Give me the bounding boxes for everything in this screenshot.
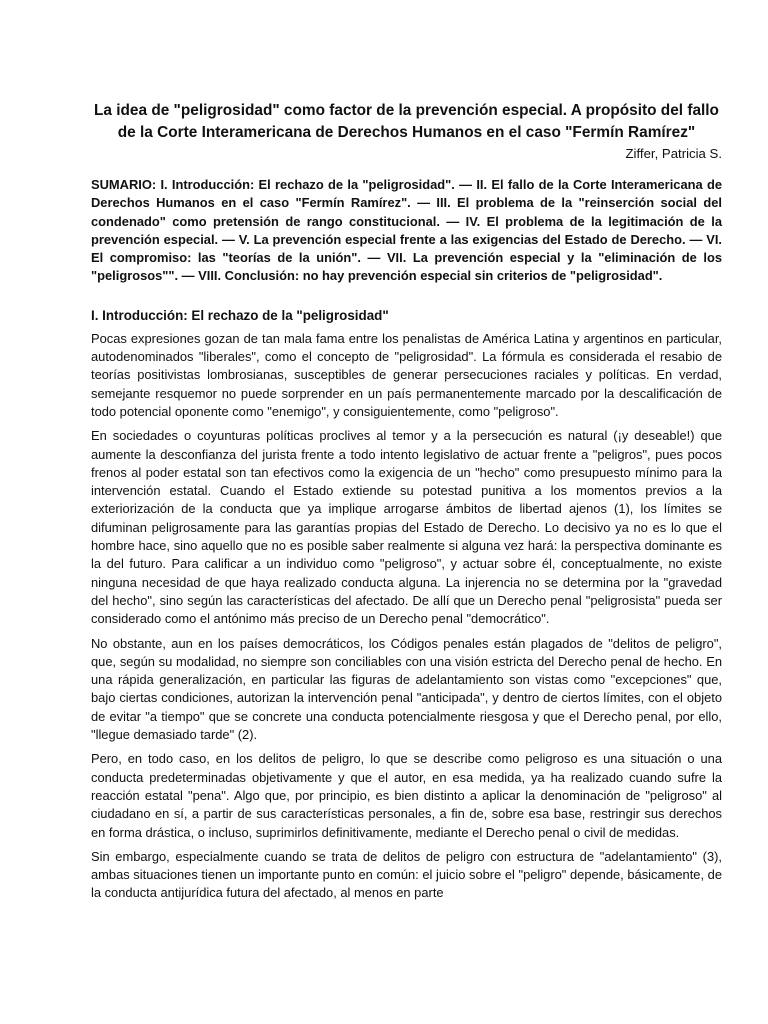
- body-paragraph-5: Sin embargo, especialmente cuando se trata de delitos de peligro con estructura de "adelantamiento" (3), ambas situaciones tienen un importante punto en común: el juicio sobre el "peligro" depende, básicamente, de la conducta antijurídica futura del afectado, al menos en parte: [91, 848, 722, 901]
- summary-paragraph: SUMARIO: I. Introducción: El rechazo de la "peligrosidad". — II. El fallo de la Corte Interamericana de Derechos Humanos en el caso "Fermín Ramírez". — III. El problema de la "reinserción social del condenado" como pretensión de rango constitucional. — IV. El problema de la legitimación de la prevención especial. — V. La prevención especial frente a las exigencias del Estado de Derecho. — VI. El compromiso: las "teorías de la unión". — VII. La prevención especial y la "eliminación de los "peligrosos"". — VIII. Conclusión: no hay prevención especial sin criterios de "peligrosidad".: [91, 177, 722, 284]
- document-author: Ziffer, Patricia S.: [625, 146, 722, 161]
- document-title: La idea de "peligrosidad" como factor de la prevención especial. A propósito del fallo de la Corte Interamericana de Derechos Humanos en el caso "Fermín Ramírez": [94, 102, 719, 141]
- body-paragraph-2: En sociedades o coyunturas políticas proclives al temor y a la persecución es natural (¡y deseable!) que aumente la desconfianza del jurista frente a todo intento legislativo de actuar frente a "peligros", pues pocos frenos al poder estatal son tan efectivos como la exigencia de un "hecho" como presupuesto mínimo para la intervención estatal. Cuando el Estado extiende su potestad punitiva a los momentos previos a la exteriorización de la conducta que ya implique arrogarse ámbitos de libertad ajenos (1), los límites se difuminan peligrosamente para las garantías propias del Estado de Derecho. Lo decisivo ya no es lo que el hombre hace, sino aquello que no es posible saber realmente si alguna vez hará: la perspectiva dominante es la del futuro. Para calificar a un individuo como "peligroso", y actuar sobre él, conceptualmente, no existe ninguna necesidad de que haya realizado conducta alguna. La injerencia no se determina por la "gravedad del hecho", sino según las características del afectado. De allí que un Derecho penal "peligrosista" pueda ser considerado como el antónimo más preciso de un Derecho penal "democrático".: [91, 428, 722, 627]
- section-heading: I. Introducción: El rechazo de la "peligrosidad": [91, 307, 389, 323]
- body-paragraph-4: Pero, en todo caso, en los delitos de peligro, lo que se describe como peligroso es una situación o una conducta predeterminadas objetivamente y que el autor, en esa medida, ya ha realizado cuando sufre la reacción estatal "pena". Algo que, por principio, es bien distinto a aplicar la denominación de "peligroso" al ciudadano en sí, a partir de sus características personales, a fin de, sobre esa base, restringir sus derechos en forma drástica, o incluso, suprimirlos definitivamente, mediante el Derecho penal o civil de medidas.: [91, 751, 722, 840]
- body-paragraph-3: No obstante, aun en los países democráticos, los Códigos penales están plagados de "delitos de peligro", que, según su modalidad, no siempre son conciliables con una visión estricta del Derecho penal de hecho. En una rápida generalización, en particular las figuras de adelantamiento son vistas como "excepciones" que, bajo ciertas condiciones, autorizan la intervención penal "anticipada", y dentro de ciertos límites, con el objeto de evitar "a tiempo" que se concrete una conducta potencialmente riesgosa y que el Derecho penal, por ello, "llegue demasiado tarde" (2).: [91, 635, 722, 743]
- body-paragraph-1: Pocas expresiones gozan de tan mala fama entre los penalistas de América Latina y argentinos en particular, autodenominados "liberales", como el concepto de "peligrosidad". La fórmula es considerada el resabio de teorías positivistas lombrosianas, susceptibles de generar persecuciones raciales y políticas. En verdad, semejante resquemor no puede sorprender en un país permanentemente marcado por la descalificación de todo potencial oponente como "enemigo", y consiguientemente, como "peligroso".: [91, 330, 722, 419]
